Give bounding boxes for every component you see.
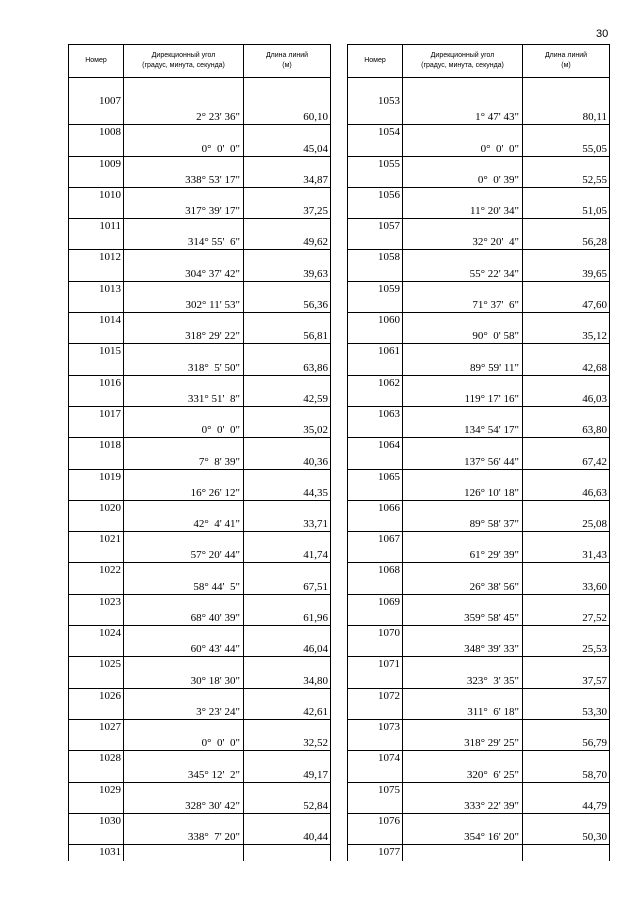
table-row xyxy=(69,219,330,250)
header-angle-units: (градус, минута, секунда) xyxy=(421,62,504,69)
point-number: 1030 xyxy=(69,814,123,845)
table-row xyxy=(69,157,330,188)
line-length: 45,04 xyxy=(243,125,330,156)
table-row xyxy=(69,94,330,125)
line-length: 44,79 xyxy=(522,783,609,814)
table-row xyxy=(69,438,330,469)
direction-angle: 42° 4' 41" xyxy=(123,501,243,532)
direction-angle: 318° 29' 22" xyxy=(123,313,243,344)
point-number: 1063 xyxy=(348,407,402,438)
point-number: 1059 xyxy=(348,282,402,313)
line-length: 35,02 xyxy=(243,407,330,438)
table-row xyxy=(69,125,330,156)
point-number: 1028 xyxy=(69,751,123,782)
point-number: 1076 xyxy=(348,814,402,845)
direction-angle: 126° 10' 18" xyxy=(402,470,522,501)
table-row xyxy=(348,470,609,501)
line-length: 37,57 xyxy=(522,657,609,688)
direction-angle: 359° 58' 45" xyxy=(402,595,522,626)
table-row xyxy=(69,313,330,344)
table-row-last xyxy=(69,845,330,861)
point-number: 1017 xyxy=(69,407,123,438)
direction-angle: 0° 0' 39" xyxy=(402,157,522,188)
point-number: 1022 xyxy=(69,563,123,594)
table-row xyxy=(348,157,609,188)
table-row xyxy=(69,563,330,594)
line-length: 50,30 xyxy=(522,814,609,845)
table-row xyxy=(69,751,330,782)
line-length: 40,44 xyxy=(243,814,330,845)
direction-angle: 30° 18' 30" xyxy=(123,657,243,688)
table-row xyxy=(348,344,609,375)
table-row xyxy=(69,720,330,751)
table-row xyxy=(348,595,609,626)
point-number: 1064 xyxy=(348,438,402,469)
point-number: 1058 xyxy=(348,250,402,281)
point-number: 1026 xyxy=(69,689,123,720)
point-number: 1068 xyxy=(348,563,402,594)
header-length-units: (м) xyxy=(282,62,292,69)
point-number: 1056 xyxy=(348,188,402,219)
line-length: 34,87 xyxy=(243,157,330,188)
direction-angle: 60° 43' 44" xyxy=(123,626,243,657)
point-number: 1065 xyxy=(348,470,402,501)
point-number: 1074 xyxy=(348,751,402,782)
line-length: 34,80 xyxy=(243,657,330,688)
line-length: 41,74 xyxy=(243,532,330,563)
line-length: 56,81 xyxy=(243,313,330,344)
direction-angle: 354° 16' 20" xyxy=(402,814,522,845)
header-length xyxy=(243,45,330,77)
direction-angle: 338° 53' 17" xyxy=(123,157,243,188)
line-length: 46,63 xyxy=(522,470,609,501)
table-row xyxy=(69,595,330,626)
table-row xyxy=(69,814,330,845)
coordinates-table-right xyxy=(347,44,610,861)
line-length: 61,96 xyxy=(243,595,330,626)
point-number: 1031 xyxy=(99,846,122,859)
direction-angle: 32° 20' 4" xyxy=(402,219,522,250)
direction-angle: 89° 59' 11" xyxy=(402,344,522,375)
point-number: 1023 xyxy=(69,595,123,626)
table-row xyxy=(348,282,609,313)
direction-angle: 0° 0' 0" xyxy=(123,125,243,156)
line-length: 44,35 xyxy=(243,470,330,501)
line-length: 33,71 xyxy=(243,501,330,532)
table-row xyxy=(69,282,330,313)
line-length: 51,05 xyxy=(522,188,609,219)
table-row xyxy=(348,814,609,845)
direction-angle: 68° 40' 39" xyxy=(123,595,243,626)
header-angle-title: Дирекционный угол xyxy=(151,52,216,59)
line-length: 52,84 xyxy=(243,783,330,814)
line-length: 25,08 xyxy=(522,501,609,532)
table-row xyxy=(348,407,609,438)
point-number: 1069 xyxy=(348,595,402,626)
line-length: 63,80 xyxy=(522,407,609,438)
table-row xyxy=(348,751,609,782)
line-length: 40,36 xyxy=(243,438,330,469)
table-row xyxy=(348,219,609,250)
point-number: 1014 xyxy=(69,313,123,344)
direction-angle: 331° 51' 8" xyxy=(123,376,243,407)
direction-angle: 317° 39' 17" xyxy=(123,188,243,219)
point-number: 1029 xyxy=(69,783,123,814)
point-number: 1021 xyxy=(69,532,123,563)
direction-angle: 137° 56' 44" xyxy=(402,438,522,469)
point-number: 1073 xyxy=(348,720,402,751)
table-row xyxy=(348,250,609,281)
direction-angle: 304° 37' 42" xyxy=(123,250,243,281)
line-length: 49,17 xyxy=(243,751,330,782)
table-row xyxy=(348,376,609,407)
point-number: 1016 xyxy=(69,376,123,407)
point-number: 1054 xyxy=(348,125,402,156)
table-row xyxy=(69,626,330,657)
line-length: 49,62 xyxy=(243,219,330,250)
table-row xyxy=(348,532,609,563)
line-length: 46,03 xyxy=(522,376,609,407)
line-length: 58,70 xyxy=(522,751,609,782)
line-length: 39,63 xyxy=(243,250,330,281)
point-number: 1011 xyxy=(69,219,123,250)
direction-angle: 7° 8' 39" xyxy=(123,438,243,469)
line-length: 42,61 xyxy=(243,689,330,720)
line-length: 37,25 xyxy=(243,188,330,219)
point-number: 1061 xyxy=(348,344,402,375)
line-length: 31,43 xyxy=(522,532,609,563)
table-header xyxy=(69,45,330,78)
line-length: 56,28 xyxy=(522,219,609,250)
line-length: 27,52 xyxy=(522,595,609,626)
point-number: 1010 xyxy=(69,188,123,219)
point-number: 1027 xyxy=(69,720,123,751)
header-number: Номер xyxy=(85,57,107,64)
line-length: 80,11 xyxy=(522,94,609,125)
line-length: 53,30 xyxy=(522,689,609,720)
point-number: 1072 xyxy=(348,689,402,720)
spacer-row xyxy=(69,78,330,94)
direction-angle: 302° 11' 53" xyxy=(123,282,243,313)
line-length: 25,53 xyxy=(522,626,609,657)
table-row-last xyxy=(348,845,609,861)
point-number: 1053 xyxy=(348,94,402,125)
point-number: 1067 xyxy=(348,532,402,563)
point-number: 1055 xyxy=(348,157,402,188)
line-length: 47,60 xyxy=(522,282,609,313)
point-number: 1071 xyxy=(348,657,402,688)
table-row xyxy=(69,470,330,501)
table-row xyxy=(69,250,330,281)
spacer-row xyxy=(348,78,609,94)
table-row xyxy=(69,657,330,688)
table-row xyxy=(348,657,609,688)
table-row xyxy=(348,125,609,156)
point-number: 1062 xyxy=(348,376,402,407)
point-number: 1057 xyxy=(348,219,402,250)
point-number: 1007 xyxy=(69,94,123,125)
point-number: 1018 xyxy=(69,438,123,469)
header-angle-units: (градус, минута, секунда) xyxy=(142,62,225,69)
direction-angle: 348° 39' 33" xyxy=(402,626,522,657)
direction-angle: 89° 58' 37" xyxy=(402,501,522,532)
line-length: 67,42 xyxy=(522,438,609,469)
table-body xyxy=(348,94,609,845)
point-number: 1020 xyxy=(69,501,123,532)
direction-angle: 58° 44' 5" xyxy=(123,563,243,594)
direction-angle: 345° 12' 2" xyxy=(123,751,243,782)
header-length-title: Длина линий xyxy=(265,52,309,59)
table-row xyxy=(348,94,609,125)
direction-angle: 333° 22' 39" xyxy=(402,783,522,814)
table-header xyxy=(348,45,609,78)
line-length: 67,51 xyxy=(243,563,330,594)
direction-angle: 318° 29' 25" xyxy=(402,720,522,751)
page-number: 30 xyxy=(596,28,609,40)
header-length-title: Длина линий xyxy=(544,52,588,59)
line-length: 46,04 xyxy=(243,626,330,657)
direction-angle: 26° 38' 56" xyxy=(402,563,522,594)
direction-angle: 134° 54' 17" xyxy=(402,407,522,438)
line-length: 42,68 xyxy=(522,344,609,375)
coordinates-table-left xyxy=(68,44,331,861)
header-angle-title: Дирекционный угол xyxy=(430,52,495,59)
direction-angle: 55° 22' 34" xyxy=(402,250,522,281)
point-number: 1070 xyxy=(348,626,402,657)
line-length: 63,86 xyxy=(243,344,330,375)
header-number: Номер xyxy=(364,57,386,64)
direction-angle: 0° 0' 0" xyxy=(123,720,243,751)
table-body xyxy=(69,94,330,845)
point-number: 1013 xyxy=(69,282,123,313)
direction-angle: 1° 47' 43" xyxy=(402,94,522,125)
table-row xyxy=(69,501,330,532)
direction-angle: 328° 30' 42" xyxy=(123,783,243,814)
table-row xyxy=(348,501,609,532)
header-angle xyxy=(402,45,522,77)
direction-angle: 0° 0' 0" xyxy=(402,125,522,156)
table-row xyxy=(69,344,330,375)
point-number: 1024 xyxy=(69,626,123,657)
line-length: 55,05 xyxy=(522,125,609,156)
direction-angle: 0° 0' 0" xyxy=(123,407,243,438)
direction-angle: 11° 20' 34" xyxy=(402,188,522,219)
direction-angle: 3° 23' 24" xyxy=(123,689,243,720)
table-row xyxy=(348,563,609,594)
point-number: 1012 xyxy=(69,250,123,281)
line-length: 32,52 xyxy=(243,720,330,751)
point-number: 1066 xyxy=(348,501,402,532)
table-row xyxy=(348,689,609,720)
point-number: 1015 xyxy=(69,344,123,375)
direction-angle: 323° 3' 35" xyxy=(402,657,522,688)
table-row xyxy=(69,532,330,563)
point-number: 1077 xyxy=(378,846,401,859)
point-number: 1025 xyxy=(69,657,123,688)
table-row xyxy=(69,407,330,438)
direction-angle: 57° 20' 44" xyxy=(123,532,243,563)
direction-angle: 314° 55' 6" xyxy=(123,219,243,250)
table-row xyxy=(348,188,609,219)
line-length: 35,12 xyxy=(522,313,609,344)
direction-angle: 71° 37' 6" xyxy=(402,282,522,313)
header-length-units: (м) xyxy=(561,62,571,69)
table-row xyxy=(348,720,609,751)
direction-angle: 2° 23' 36" xyxy=(123,94,243,125)
direction-angle: 338° 7' 20" xyxy=(123,814,243,845)
line-length: 42,59 xyxy=(243,376,330,407)
table-row xyxy=(348,313,609,344)
table-row xyxy=(348,783,609,814)
line-length: 56,79 xyxy=(522,720,609,751)
line-length: 39,65 xyxy=(522,250,609,281)
direction-angle: 16° 26' 12" xyxy=(123,470,243,501)
table-row xyxy=(69,783,330,814)
header-angle xyxy=(123,45,243,77)
line-length: 52,55 xyxy=(522,157,609,188)
table-row xyxy=(348,438,609,469)
point-number: 1060 xyxy=(348,313,402,344)
table-row xyxy=(348,626,609,657)
table-row xyxy=(69,376,330,407)
line-length: 33,60 xyxy=(522,563,609,594)
point-number: 1075 xyxy=(348,783,402,814)
table-row xyxy=(69,689,330,720)
direction-angle: 61° 29' 39" xyxy=(402,532,522,563)
header-length xyxy=(522,45,609,77)
point-number: 1008 xyxy=(69,125,123,156)
direction-angle: 90° 0' 58" xyxy=(402,313,522,344)
point-number: 1019 xyxy=(69,470,123,501)
direction-angle: 311° 6' 18" xyxy=(402,689,522,720)
direction-angle: 318° 5' 50" xyxy=(123,344,243,375)
table-row xyxy=(69,188,330,219)
line-length: 60,10 xyxy=(243,94,330,125)
direction-angle: 320° 6' 25" xyxy=(402,751,522,782)
direction-angle: 119° 17' 16" xyxy=(402,376,522,407)
line-length: 56,36 xyxy=(243,282,330,313)
point-number: 1009 xyxy=(69,157,123,188)
